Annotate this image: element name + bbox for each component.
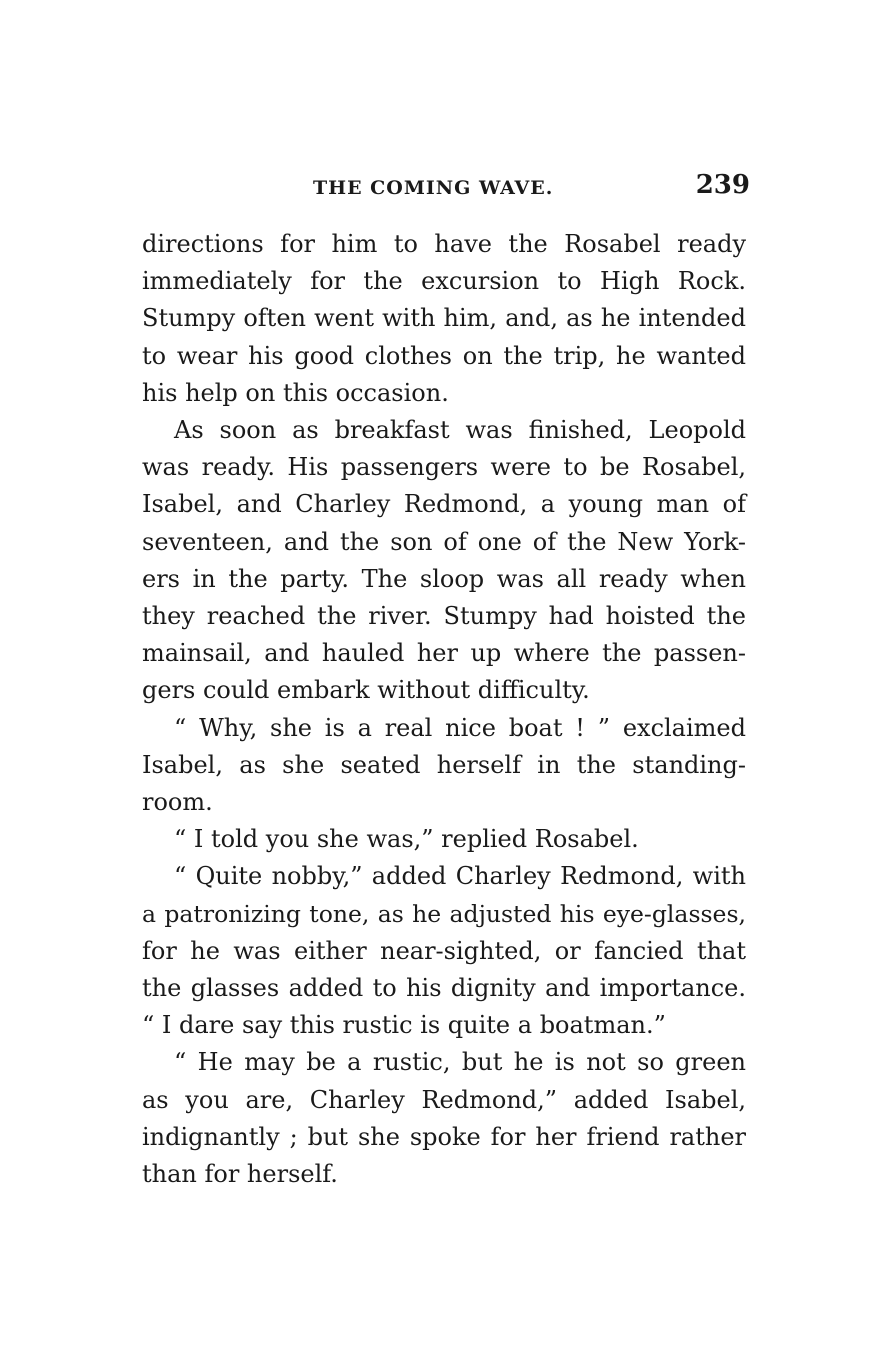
- text-line: they reached the river. Stumpy had hoisted the: [142, 602, 746, 631]
- body-text: [142, 226, 746, 1193]
- text-line: “ Why, she is a real nice boat ! ” exclaimed: [174, 713, 746, 742]
- text-line: room.: [142, 788, 213, 817]
- text-line: ers in the party. The sloop was all ready when: [142, 564, 746, 593]
- page-header: [138, 170, 750, 206]
- text-line: indignantly ; but she spoke for her friend rather: [142, 1122, 746, 1151]
- text-line: “ I told you she was,” replied Rosabel.: [174, 825, 639, 854]
- text-line: seventeen, and the son of one of the New York-: [142, 527, 746, 556]
- text-line: than for herself.: [142, 1160, 338, 1189]
- text-line: to wear his good clothes on the trip, he wanted: [142, 341, 746, 370]
- paragraph: [142, 1044, 746, 1193]
- paragraph: [142, 412, 746, 710]
- running-title: THE COMING WAVE.: [313, 177, 554, 199]
- text-line: as you are, Charley Redmond,” added Isabel,: [142, 1085, 746, 1114]
- text-line: “ He may be a rustic, but he is not so green: [174, 1048, 746, 1077]
- text-line: the glasses added to his dignity and importance.: [142, 974, 746, 1003]
- text-line: a patronizing tone, as he adjusted his eye-glasses,: [142, 899, 746, 928]
- paragraph: [142, 226, 746, 412]
- text-line: gers could embark without difficulty.: [142, 676, 590, 705]
- page-number: 239: [695, 170, 750, 200]
- text-line: “ I dare say this rustic is quite a boatman.”: [142, 1011, 666, 1040]
- text-line: immediately for the excursion to High Rock.: [142, 267, 746, 296]
- paragraph: [142, 710, 746, 822]
- text-line: “ Quite nobby,” added Charley Redmond, with: [174, 862, 746, 891]
- text-line: mainsail, and hauled her up where the passen-: [142, 639, 746, 668]
- text-line: Isabel, and Charley Redmond, a young man of: [142, 490, 746, 519]
- text-line: his help on this occasion.: [142, 378, 449, 407]
- text-line: for he was either near-sighted, or fancied that: [142, 936, 746, 965]
- text-line: Isabel, as she seated herself in the standing-: [142, 750, 746, 779]
- text-line: was ready. His passengers were to be Rosabel,: [142, 453, 746, 482]
- text-line: Stumpy often went with him, and, as he intended: [142, 304, 746, 333]
- paragraph: [142, 821, 746, 858]
- text-line: directions for him to have the Rosabel ready: [142, 230, 746, 258]
- text-line: As soon as breakfast was finished, Leopold: [174, 416, 746, 445]
- paragraph: [142, 858, 746, 1044]
